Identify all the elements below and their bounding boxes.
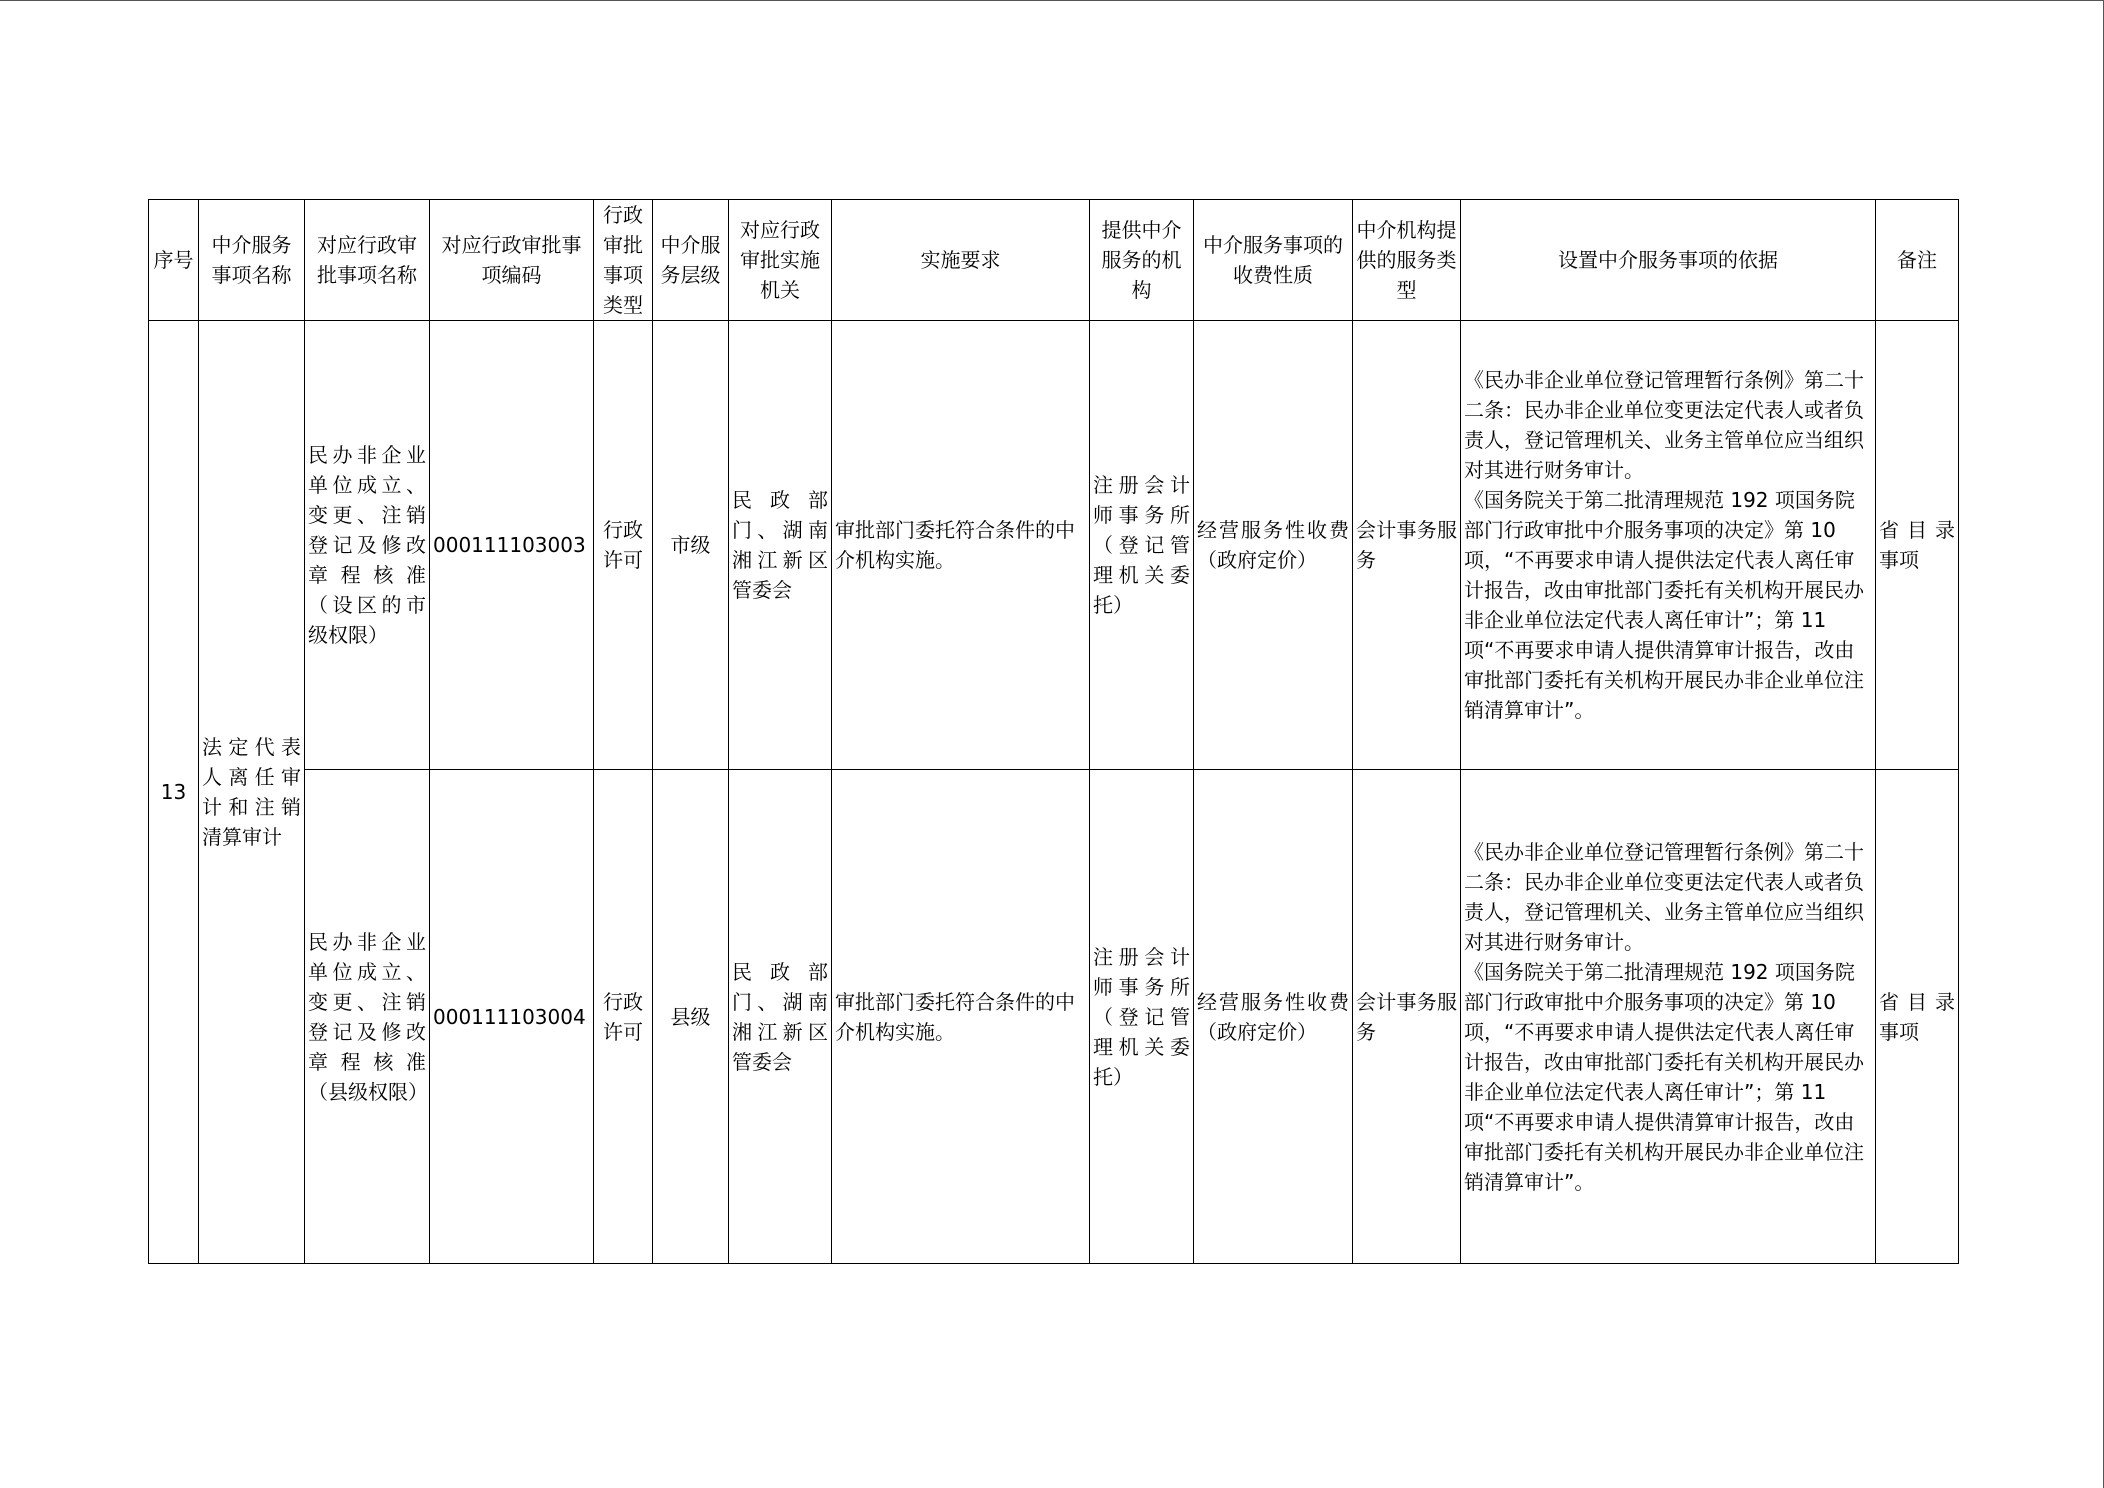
header-seq: 序号 bbox=[149, 200, 199, 321]
cell-provider: 注册会计师事务所（登记管理机关委托） bbox=[1090, 321, 1194, 770]
basis-text: 《民办非企业单位登记管理暂行条例》第二十二条：民办非企业单位变更法定代表人或者负责人，登记管理机关、业务主管单位应当组织对其进行财务审计。 《国务院关于第二批清理规范 192 项国务院部门行政审批中介服务事项的决定》第 10项，“不再要求申请人提供法定代表人离任审计报告，改由审批部门委托有关机构开展民办非企业单位法定代表人离任审计”；第 11项“不再要求申请人提供清算审计报告，改由审批部门委托有关机构开展民办非企业单位注销清算审计”。 bbox=[1464, 839, 1864, 1194]
cell-requirement: 审批部门委托符合条件的中介机构实施。 bbox=[832, 321, 1090, 770]
table-row bbox=[149, 770, 1959, 1264]
header-approval-code: 对应行政审批事项编码 bbox=[430, 200, 594, 321]
cell-seq: 13 bbox=[149, 321, 199, 1264]
cell-service-category: 会计事务服务 bbox=[1353, 321, 1461, 770]
header-approval-type: 行政审批事项类型 bbox=[594, 200, 653, 321]
cell-approval-name: 民办非企业单位成立、变更、注销登记及修改章程核准（县级权限） bbox=[305, 770, 430, 1264]
header-requirement: 实施要求 bbox=[832, 200, 1090, 321]
cell-service-level: 县级 bbox=[653, 770, 729, 1264]
cell-remark: 省目录事项 bbox=[1876, 770, 1959, 1264]
cell-approval-type: 行政许可 bbox=[594, 321, 653, 770]
cell-basis bbox=[1461, 321, 1876, 770]
cell-implementing-org: 民政部门、湖南湘江新区管委会 bbox=[729, 321, 832, 770]
cell-approval-name: 民办非企业单位成立、变更、注销登记及修改章程核准（设区的市级权限） bbox=[305, 321, 430, 770]
cell-approval-type: 行政许可 bbox=[594, 770, 653, 1264]
cell-service-level: 市级 bbox=[653, 321, 729, 770]
page-edge-top bbox=[0, 0, 2104, 1]
cell-fee-nature: 经营服务性收费（政府定价） bbox=[1194, 770, 1353, 1264]
cell-requirement: 审批部门委托符合条件的中介机构实施。 bbox=[832, 770, 1090, 1264]
intermediary-services-table bbox=[148, 199, 1959, 1264]
header-implementing-org: 对应行政审批实施机关 bbox=[729, 200, 832, 321]
cell-service-name: 法定代表人离任审计和注销清算审计 bbox=[199, 321, 305, 1264]
cell-implementing-org: 民政部门、湖南湘江新区管委会 bbox=[729, 770, 832, 1264]
table-row bbox=[149, 321, 1959, 770]
header-approval-name: 对应行政审批事项名称 bbox=[305, 200, 430, 321]
header-remark: 备注 bbox=[1876, 200, 1959, 321]
header-provider: 提供中介服务的机构 bbox=[1090, 200, 1194, 321]
header-service-name: 中介服务事项名称 bbox=[199, 200, 305, 321]
cell-service-category: 会计事务服务 bbox=[1353, 770, 1461, 1264]
cell-fee-nature: 经营服务性收费（政府定价） bbox=[1194, 321, 1353, 770]
header-service-category: 中介机构提供的服务类型 bbox=[1353, 200, 1461, 321]
header-basis: 设置中介服务事项的依据 bbox=[1461, 200, 1876, 321]
header-row bbox=[149, 200, 1959, 321]
header-fee-nature: 中介服务事项的收费性质 bbox=[1194, 200, 1353, 321]
cell-basis bbox=[1461, 770, 1876, 1264]
cell-remark: 省目录事项 bbox=[1876, 321, 1959, 770]
cell-approval-code: 000111103003 bbox=[430, 321, 594, 770]
cell-approval-code: 000111103004 bbox=[430, 770, 594, 1264]
header-service-level: 中介服务层级 bbox=[653, 200, 729, 321]
cell-provider: 注册会计师事务所（登记管理机关委托） bbox=[1090, 770, 1194, 1264]
basis-text: 《民办非企业单位登记管理暂行条例》第二十二条：民办非企业单位变更法定代表人或者负责人，登记管理机关、业务主管单位应当组织对其进行财务审计。 《国务院关于第二批清理规范 192 项国务院部门行政审批中介服务事项的决定》第 10项，“不再要求申请人提供法定代表人离任审计报告，改由审批部门委托有关机构开展民办非企业单位法定代表人离任审计”；第 11项“不再要求申请人提供清算审计报告，改由审批部门委托有关机构开展民办非企业单位注销清算审计”。 bbox=[1464, 368, 1864, 722]
